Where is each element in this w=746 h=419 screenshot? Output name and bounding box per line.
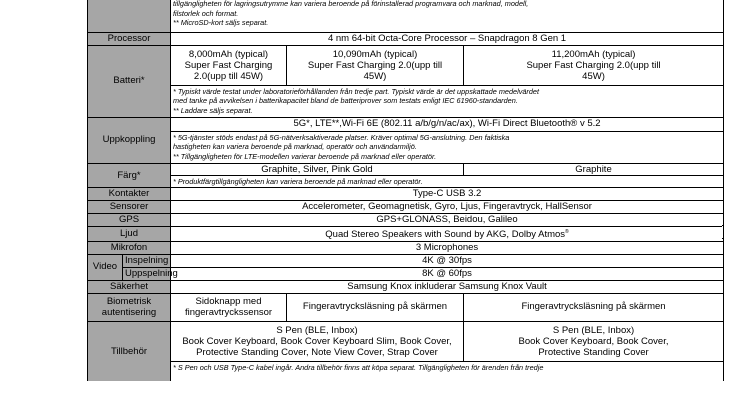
sound-label: Ljud bbox=[88, 226, 171, 241]
accessory-line: Protective Standing Cover, Note View Cover, Strap Cover bbox=[196, 346, 438, 358]
accessories-right bbox=[464, 321, 724, 361]
accessory-line: Book Cover Keyboard, Book Cover Keyboard Slim, Book Cover, bbox=[182, 335, 452, 347]
note-line: * 5G-tjänster stöds endast på 5G-nätverksaktiverade platser. Kräver optimal 5G-anslutning. Den faktiska bbox=[173, 132, 510, 142]
biometric-value-line: Sidoknapp med bbox=[195, 296, 262, 308]
battery-charging: Super Fast Charging 2.0(upp till bbox=[307, 59, 443, 71]
color-label: Färg* bbox=[88, 163, 171, 188]
video-play-value: 8K @ 60fps bbox=[171, 267, 724, 280]
battery-notes-row bbox=[88, 85, 724, 117]
mic-label: Mikrofon bbox=[88, 241, 171, 254]
biometric-label-line: autentisering bbox=[101, 307, 157, 319]
color-note-row bbox=[88, 176, 724, 188]
accessories-note bbox=[171, 361, 724, 381]
storage-notes bbox=[171, 0, 724, 33]
video-record-label: Inspelning bbox=[123, 254, 171, 267]
sound-value: Quad Stereo Speakers with Sound by AKG, Dolby Atmos bbox=[325, 229, 566, 241]
connectivity-notes bbox=[171, 131, 724, 163]
battery-capacity: 8,000mAh (typical) bbox=[188, 48, 269, 60]
biometric-row bbox=[88, 293, 724, 321]
mic-value: 3 Microphones bbox=[171, 241, 724, 254]
sensors-label: Sensorer bbox=[88, 200, 171, 213]
security-label: Säkerhet bbox=[88, 280, 171, 293]
video-play-label: Uppspelning bbox=[123, 267, 171, 280]
storage-row bbox=[88, 0, 724, 33]
processor-value: 4 nm 64-bit Octa-Core Processor – Snapdragon 8 Gen 1 bbox=[171, 33, 724, 46]
connectors-value: Type-C USB 3.2 bbox=[171, 188, 724, 201]
video-label: Video bbox=[88, 254, 123, 280]
biometric-value-b: Fingeravtrycksläsning på skärmen bbox=[287, 293, 464, 321]
processor-row bbox=[88, 33, 724, 46]
biometric-label-line: Biometrisk bbox=[106, 296, 152, 308]
sensors-row bbox=[88, 200, 724, 213]
accessories-row bbox=[88, 321, 724, 361]
note-line: med tanke på avvikelsen i batterikapacitet bland de batteriprover som testats enligt IEC 61960-standarden. bbox=[173, 96, 518, 106]
note-line: hastigheten kan variera beroende på marknad, operatör och användarmiljö. bbox=[173, 142, 417, 152]
battery-charging: Super Fast Charging 2.0(upp till bbox=[526, 59, 661, 71]
connectivity-row bbox=[88, 117, 724, 131]
sensors-cell-extension bbox=[722, 225, 724, 239]
color-value-a: Graphite, Silver, Pink Gold bbox=[171, 163, 464, 176]
battery-charging: 45W) bbox=[582, 70, 605, 82]
accessories-left bbox=[171, 321, 464, 361]
spec-sheet bbox=[87, 0, 723, 381]
storage-label-cell bbox=[88, 0, 171, 33]
connectivity-value: 5G*, LTE**,Wi-Fi 6E (802.11 a/b/g/n/ac/ax), Wi-Fi Direct Bluetooth® v 5.2 bbox=[171, 117, 724, 131]
biometric-value-line: fingeravtryckssensor bbox=[184, 307, 273, 319]
accessory-line: Book Cover Keyboard, Book Cover, bbox=[518, 335, 669, 347]
video-record-value: 4K @ 30fps bbox=[171, 254, 724, 267]
battery-col-1 bbox=[171, 45, 287, 85]
sensors-value: Accelerometer, Geomagnetisk, Gyro, Ljus, Fingeravtryck, HallSensor bbox=[171, 200, 724, 213]
battery-charging: 45W) bbox=[363, 70, 387, 82]
biometric-label bbox=[88, 293, 171, 321]
battery-row bbox=[88, 45, 724, 85]
accessory-line: Protective Standing Cover bbox=[538, 346, 649, 358]
security-row bbox=[88, 280, 724, 293]
connectors-row bbox=[88, 188, 724, 201]
processor-label: Processor bbox=[88, 33, 171, 46]
video-play-row bbox=[88, 267, 724, 280]
battery-label: Batteri* bbox=[88, 45, 171, 117]
color-note: * Produktfärgtillgängligheten kan variera beroende på marknad eller operatör. bbox=[171, 176, 724, 188]
gps-value: GPS+GLONASS, Beidou, Galileo bbox=[171, 213, 724, 226]
accessories-note-row bbox=[88, 361, 724, 381]
accessory-line: S Pen (BLE, Inbox) bbox=[552, 324, 635, 336]
battery-charging: 2.0(upp till 45W) bbox=[193, 70, 264, 82]
spec-table bbox=[87, 0, 724, 381]
battery-charging: Super Fast Charging bbox=[184, 59, 273, 71]
connectivity-notes-row bbox=[88, 131, 724, 163]
biometric-value-c: Fingeravtrycksläsning på skärmen bbox=[464, 293, 724, 321]
sound-value-cell bbox=[171, 226, 724, 241]
battery-col-3 bbox=[464, 45, 724, 85]
note-line: * S Pen och USB Type-C kabel ingår. Andra tillbehör finns att köpa separat. Tillgängligheten för ärenden från tredje bbox=[173, 362, 544, 372]
battery-col-2 bbox=[287, 45, 464, 85]
color-row bbox=[88, 163, 724, 176]
accessories-label: Tillbehör bbox=[88, 321, 171, 381]
gps-label: GPS bbox=[88, 213, 171, 226]
accessory-line: S Pen (BLE, Inbox) bbox=[276, 324, 358, 336]
battery-capacity: 11,200mAh (typical) bbox=[551, 48, 636, 60]
note-line: ** Laddare säljs separat. bbox=[173, 105, 253, 115]
biometric-value-a bbox=[171, 293, 287, 321]
connectivity-label: Uppkoppling bbox=[88, 117, 171, 163]
note-line: ** Tillgängligheten för LTE-modellen varierar beroende på marknad eller operatör. bbox=[173, 151, 437, 161]
sound-row bbox=[88, 226, 724, 241]
video-record-row bbox=[88, 254, 724, 267]
mic-row bbox=[88, 241, 724, 254]
color-value-b: Graphite bbox=[464, 163, 724, 176]
security-value: Samsung Knox inkluderar Samsung Knox Vault bbox=[171, 280, 724, 293]
battery-notes bbox=[171, 85, 724, 117]
note-line: filstorlek och format. bbox=[173, 8, 239, 18]
registered-mark: ® bbox=[565, 228, 569, 235]
note-line: * Typiskt värde testat under laboratorieförhållanden från tredje part. Typiskt värde är det uppskattade medelvärdet bbox=[173, 86, 539, 96]
note-line: ** MicroSD-kort säljs separat. bbox=[173, 18, 269, 28]
note-line: tillgängligheten för lagringsutrymme kan variera beroende på förinstallerad programvara och marknad, modell, bbox=[173, 0, 529, 9]
connectors-label: Kontakter bbox=[88, 188, 171, 201]
battery-capacity: 10,090mAh (typical) bbox=[332, 48, 418, 60]
gps-row bbox=[88, 213, 724, 226]
